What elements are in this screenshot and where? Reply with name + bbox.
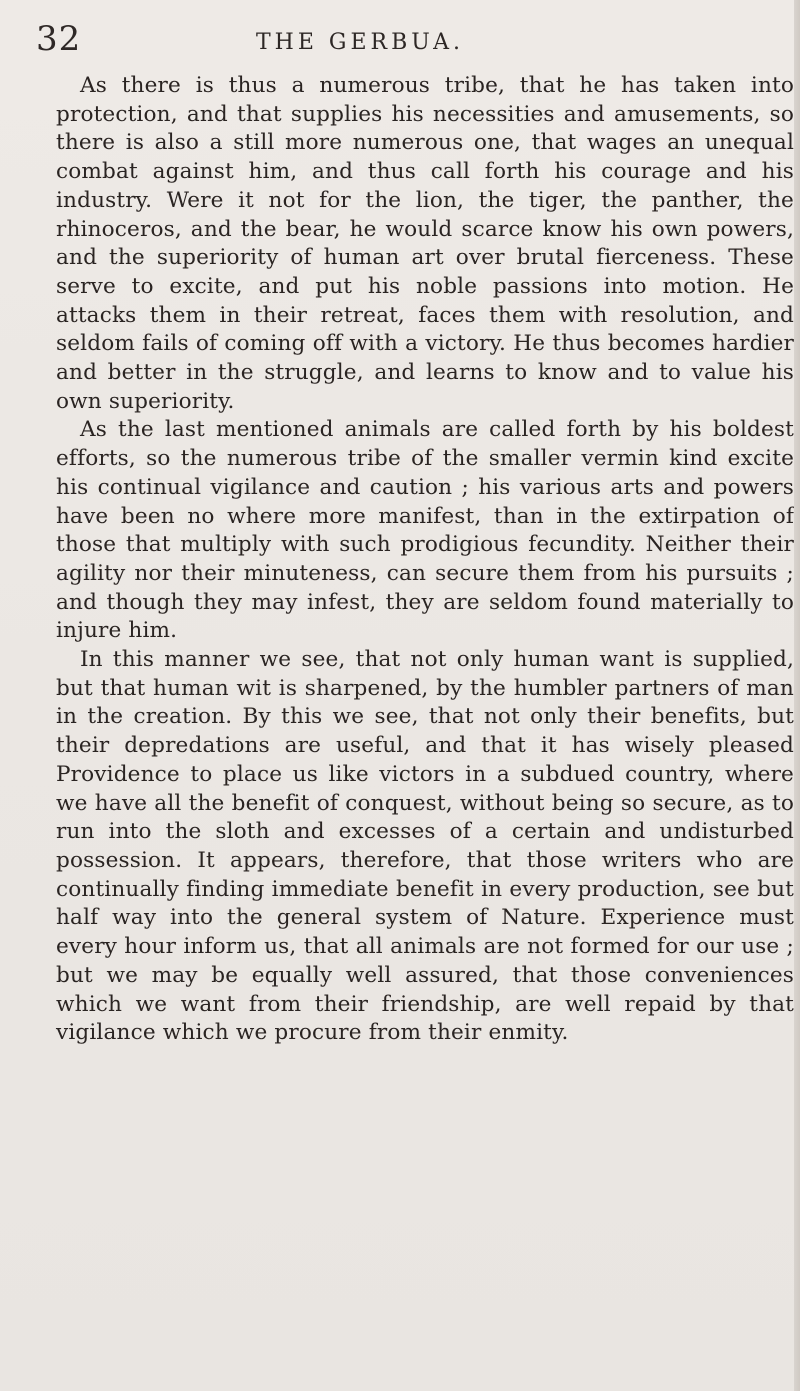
- paragraph-1: As there is thus a numerous tribe, that he has taken into protection, and that supplies his necessities and amusements, so there is also a still more numerous one, that wages an unequal combat against him, and thus call forth his courage and his industry. Were it not for the lion, the tiger, the panther, the rhinoceros, and the bear, he would scarce know his own powers, and the superiority of human art over brutal fierceness. These serve to excite, and put his noble passions into motion. He attacks them in their retreat, faces them with resolution, and seldom fails of coming off with a victory. He thus becomes hardier and better in the struggle, and learns to know and to value his own superiority.: [56, 73, 794, 414]
- body-text: [56, 72, 794, 1048]
- running-head: THE GERBUA.: [256, 30, 465, 55]
- paragraph-2: As the last mentioned animals are called forth by his boldest efforts, so the numerous tribe of the smaller vermin kind excite his continual vigilance and caution ; his various arts and powers have been no where more manifest, than in the extirpation of those that multiply with such prodigious fecundity. Neither their agility nor their minuteness, can secure them from his pursuits ; and though they may infest, they are seldom found materially to injure him.: [56, 417, 794, 644]
- paragraph-3: In this manner we see, that not only human want is supplied, but that human wit is sharpened, by the humbler partners of man in the creation. By this we see, that not only their benefits, but their depredations are useful, and that it has wisely pleased Providence to place us like victors in a subdued country, where we have all the benefit of conquest, without being so secure, as to run into the sloth and excesses of a certain and undisturbed possession. It appears, therefore, that those writers who are continually finding immediate benefit in every production, see but half way into the general system of Nature. Experience must every hour inform us, that all animals are not formed for our use ; but we may be equally well assured, that those conveniences which we want from their friendship, are well repaid by that vigilance which we procure from their enmity.: [56, 647, 794, 1046]
- page-edge: [794, 0, 800, 1391]
- page-number: 32: [36, 19, 82, 59]
- page-header: [36, 20, 766, 60]
